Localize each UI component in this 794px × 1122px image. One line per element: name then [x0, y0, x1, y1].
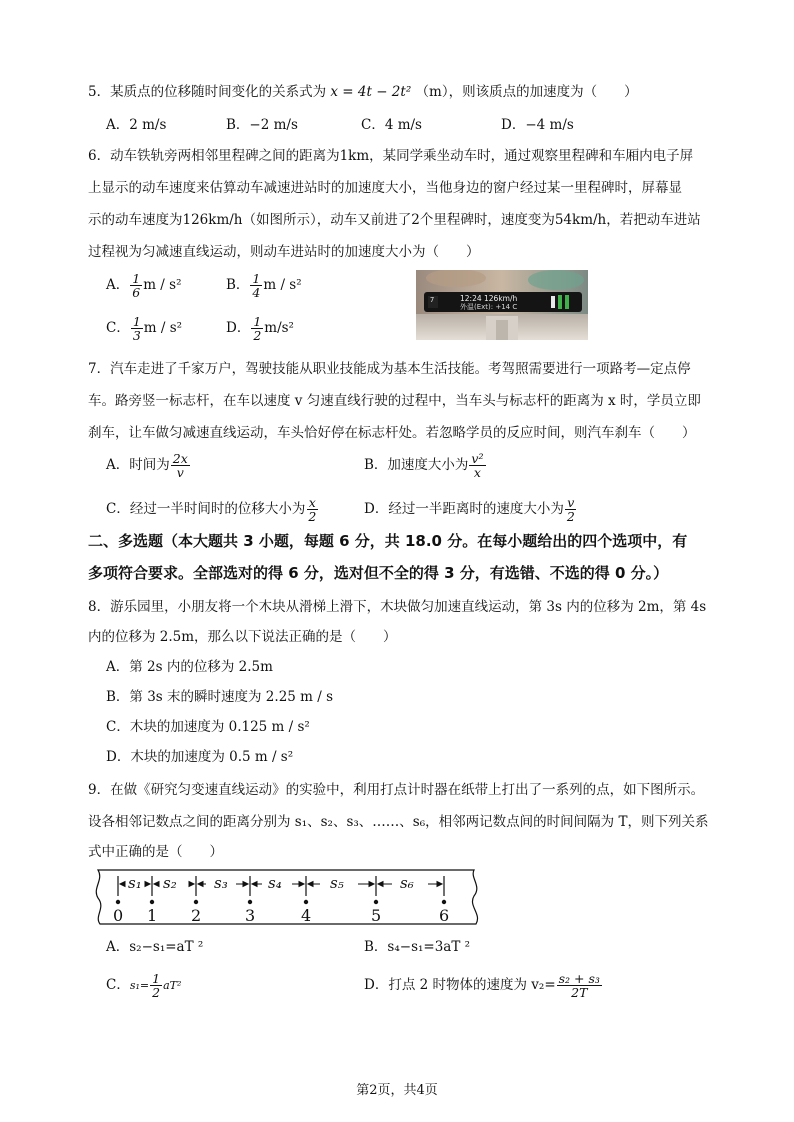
q6-option-c-label: C．: [106, 320, 130, 336]
frac-den: 2: [308, 509, 317, 524]
q6-option-d-unit: m/s²: [264, 320, 294, 336]
q9-option-c-rhs: aT²: [163, 979, 182, 992]
section2-heading-line-2: 多项符合要求。全部选对的得 6 分，选对但不全的得 3 分，有选错、不选的得 0 分。）: [88, 564, 669, 582]
q7-option-d-text: D．经过一半距离时的速度大小为: [364, 501, 564, 517]
q9-option-a: A．s₂−s₁=aT ²: [106, 939, 204, 955]
q7-line-2: 车。路旁竖一标志杆，在车以速度 v 匀速直线行驶的过程中，当车头与标志杆的距离为 x 时，学员立即: [88, 393, 701, 409]
frac-den: 3: [132, 328, 141, 343]
frac-num: 2x: [172, 451, 188, 466]
frac-num: 1: [152, 971, 161, 986]
page-footer: 第2页，共4页: [356, 1083, 438, 1098]
q6-line-2: 上显示的动车速度来估算动车减速进站时的加速度大小，当他身边的窗户经过某一里程碑时，屏幕显: [88, 180, 682, 196]
point-label-3: 3: [245, 906, 256, 925]
display-time-speed: 12:24 126km/h: [460, 294, 518, 303]
q9-line-2: 设各相邻记数点之间的距离分别为 s₁、s₂、s₃、……、s₆，相邻两记数点间的时间间隔为 T，则下列关系: [88, 814, 709, 830]
frac-num: v: [567, 495, 575, 510]
q7-line-3: 刹车，让车做匀减速直线运动，车头恰好停在标志杆处。若忽略学员的反应时间，则汽车刹车（ ）: [88, 425, 696, 441]
segment-label-s2: s₂: [163, 874, 177, 892]
q8-option-d: D．木块的加速度为 0.5 m / s²: [106, 749, 294, 765]
q8-line-2: 内的位移为 2.5m，那么以下说法正确的是（ ）: [88, 629, 397, 645]
point-label-1: 1: [147, 906, 158, 925]
q7-line-1: 7．汽车走进了千家万户，驾驶技能从职业技能成为基本生活技能。考驾照需要进行一项路考—定点停: [88, 361, 691, 377]
q8-option-a: A．第 2s 内的位移为 2.5m: [106, 659, 273, 675]
q9-option-d-frac: [557, 972, 602, 999]
q7-option-c-text: C．经过一半时间时的位移大小为: [106, 501, 306, 517]
q7-option-b: [364, 452, 487, 479]
point-label-0: 0: [113, 906, 124, 925]
q7-option-c: [106, 496, 319, 523]
q5-option-b: B．−2 m/s: [226, 117, 298, 133]
segment-label-s3: s₃: [214, 874, 228, 892]
q6-option-d: [226, 315, 294, 342]
frac-num: 1: [132, 271, 141, 286]
frac-num: s₂ + s₃: [558, 971, 600, 986]
q9-line-3: 式中正确的是（ ）: [88, 844, 223, 860]
q6-option-b-label: B．: [226, 277, 250, 293]
point-label-4: 4: [301, 906, 312, 925]
q7-option-a: [106, 452, 191, 479]
frac-den: 4: [252, 285, 261, 300]
display-car-number: 7: [430, 296, 435, 304]
q7-option-c-frac: [306, 496, 318, 523]
q9-option-c-label: C．: [106, 977, 130, 993]
q7-option-b-text: B．加速度大小为: [364, 457, 469, 473]
point-label-6: 6: [439, 906, 450, 925]
q6-option-b-unit: m / s²: [263, 277, 302, 293]
q5-stem-b: （m），则该质点的加速度为（ ）: [415, 84, 638, 100]
q5-stem-a: 5．某质点的位移随时间变化的关系式为: [88, 84, 331, 100]
frac-den: v: [176, 465, 184, 480]
q6-option-b-frac: [250, 272, 262, 299]
train-display-photo: [416, 270, 588, 340]
segment-label-s1: s₁: [128, 874, 142, 892]
q5-option-c: C．4 m/s: [361, 117, 422, 133]
q8-option-c: C．木块的加速度为 0.125 m / s²: [106, 719, 310, 735]
q6-option-c-frac: [131, 315, 143, 342]
frac-den: x: [473, 465, 481, 480]
q9-line-1: 9．在做《研究匀变速直线运动》的实验中，利用打点计时器在纸带上打出了一系列的点，如下图所示。: [88, 782, 705, 798]
display-temperature: 外温(Ext): +14 C: [460, 303, 518, 311]
frac-num: 1: [132, 314, 141, 329]
frac-den: 2: [566, 509, 575, 524]
frac-num: 1: [253, 314, 262, 329]
point-label-2: 2: [191, 906, 202, 925]
q7-option-d-frac: [565, 496, 577, 523]
segment-label-s5: s₅: [330, 874, 344, 892]
q5-option-d: D．−4 m/s: [501, 117, 574, 133]
q9-option-c: [106, 972, 181, 999]
point-label-5: 5: [371, 906, 382, 925]
q6-option-a-unit: m / s²: [143, 277, 182, 293]
q6-option-c-unit: m / s²: [143, 320, 183, 336]
q6-option-a: [106, 272, 181, 299]
section2-heading-line-1: 二、多选题（本大题共 3 小题，每题 6 分，共 18.0 分。在每小题给出的四个选项中，有: [88, 532, 688, 550]
q6-line-4: 过程视为匀减速直线运动，则动车进站时的加速度大小为（ ）: [88, 244, 480, 260]
q6-option-a-frac: [130, 272, 142, 299]
q6-option-a-label: A．: [106, 277, 130, 293]
q7-option-a-text: A．时间为: [106, 457, 170, 473]
q5-option-a: A．2 m/s: [106, 117, 167, 133]
q9-option-c-frac: [150, 972, 162, 999]
q9-option-b: B．s₄−s₁=3aT ²: [364, 939, 471, 955]
segment-label-s6: s₆: [400, 874, 414, 892]
ticker-tape-figure: [90, 866, 482, 928]
frac-num: v²: [471, 451, 484, 466]
q8-line-1: 8．游乐园里，小朋友将一个木块从滑梯上滑下，木块做匀加速直线运动，第 3s 内的位移为 2m，第 4s: [88, 599, 707, 615]
q6-line-1: 6．动车铁轨旁两相邻里程碑之间的距离为1km，某同学乘坐动车时，通过观察里程碑和车厢内电子屏: [88, 148, 694, 164]
q7-option-d: [364, 496, 578, 523]
q8-option-b: B．第 3s 末的瞬时速度为 2.25 m / s: [106, 689, 334, 705]
frac-den: 2: [253, 328, 262, 343]
q7-option-a-frac: [171, 452, 190, 479]
frac-num: x: [308, 495, 316, 510]
q6-option-d-frac: [251, 315, 263, 342]
segment-label-s4: s₄: [268, 874, 282, 892]
frac-den: 2: [152, 985, 161, 1000]
q6-option-c: [106, 315, 182, 342]
frac-den: 6: [132, 285, 141, 300]
q5-formula: x = 4t − 2t²: [330, 84, 416, 100]
q6-line-3: 示的动车速度为126km/h（如图所示），动车又前进了2个里程碑时，速度变为54km/h，若把动车进站: [88, 212, 701, 228]
frac-num: 1: [252, 271, 261, 286]
q5-stem: [88, 82, 638, 102]
q6-option-d-label: D．: [226, 320, 251, 336]
frac-den: 2T: [571, 985, 588, 1000]
q7-option-b-frac: [469, 452, 485, 479]
q9-option-d-text: D．打点 2 时物体的速度为 v₂=: [364, 977, 556, 993]
q6-option-b: [226, 272, 302, 299]
q9-option-c-lhs: s₁=: [129, 979, 150, 992]
q9-option-d: [364, 972, 603, 999]
